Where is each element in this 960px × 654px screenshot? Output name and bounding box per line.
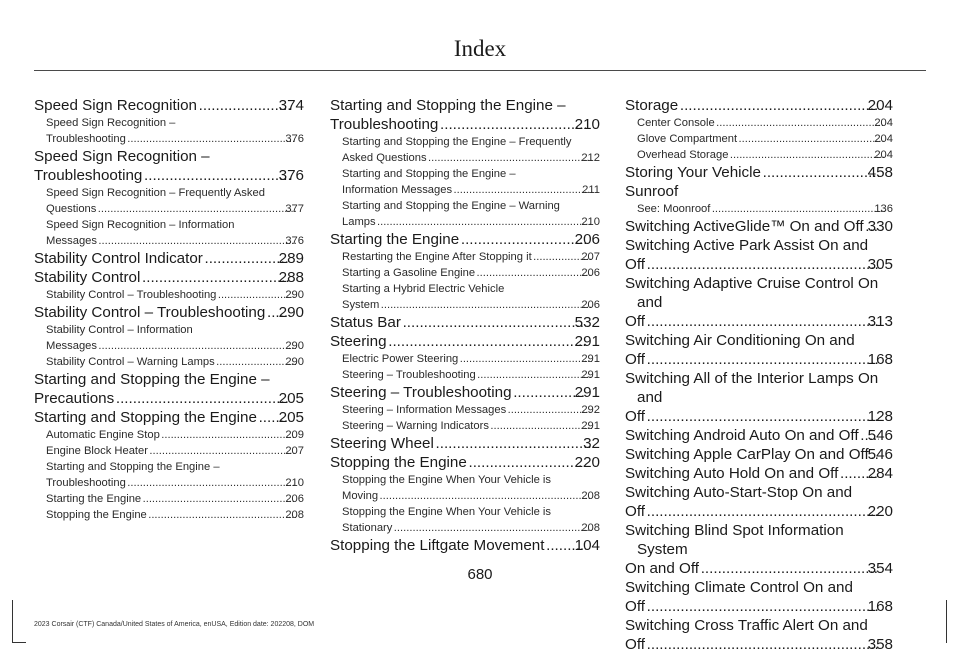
- dot-leader: [198, 96, 290, 115]
- dot-leader: [149, 443, 296, 459]
- index-entry-text: Starting and Stopping the Engine –: [342, 168, 516, 180]
- index-page-number: 206: [285, 493, 304, 505]
- index-entry-text: Steering Wheel: [330, 435, 434, 452]
- index-subentry: [330, 472, 600, 504]
- index-entry-text: System: [342, 299, 380, 311]
- index-page-number: 208: [581, 490, 600, 502]
- index-entry-text: Troubleshooting: [330, 116, 439, 133]
- dot-leader: [428, 150, 593, 166]
- index-entry-text: Off: [625, 503, 645, 520]
- index-entry: [330, 434, 600, 453]
- dot-leader: [127, 475, 297, 491]
- index-page-number: 211: [582, 184, 600, 196]
- index-entry-text: Starting a Hybrid Electric Vehicle: [342, 283, 505, 295]
- dot-leader: [679, 96, 878, 115]
- index-entry: [625, 274, 893, 331]
- dot-leader: [646, 255, 879, 274]
- index-page-number: 207: [581, 251, 600, 263]
- index-column-1: [34, 96, 304, 523]
- dot-leader: [98, 233, 296, 249]
- index-entry: [330, 96, 600, 134]
- dot-leader: [393, 520, 592, 536]
- dot-leader: [143, 166, 289, 185]
- dot-leader: [738, 131, 885, 147]
- index-entry: [625, 217, 893, 236]
- index-column-2: [330, 96, 600, 555]
- index-entry-text: Off: [625, 351, 645, 368]
- dot-leader: [453, 182, 593, 198]
- dot-leader: [402, 313, 586, 332]
- index-entry: [625, 578, 893, 616]
- index-page-number: 204: [874, 117, 893, 129]
- dot-leader: [460, 230, 585, 249]
- index-subentry: [330, 402, 600, 418]
- index-subentry: [34, 217, 304, 249]
- index-page-number: 354: [867, 560, 893, 577]
- index-entry-text: Storing Your Vehicle: [625, 164, 761, 181]
- dot-leader: [716, 115, 886, 131]
- index-subentry: [34, 354, 304, 370]
- index-entry-text: Speed Sign Recognition –: [46, 117, 176, 129]
- dot-leader: [98, 338, 296, 354]
- index-entry-text: Starting and Stopping the Engine –: [46, 461, 220, 473]
- index-subentry: [625, 115, 893, 131]
- index-page-number: 291: [574, 384, 600, 401]
- index-page-number: 284: [867, 465, 893, 482]
- header-divider: [34, 70, 926, 71]
- index-entry: [330, 453, 600, 472]
- dot-leader: [97, 201, 296, 217]
- index-entry-text: Speed Sign Recognition: [34, 97, 197, 114]
- index-page-number: 305: [867, 256, 893, 273]
- index-entry: [625, 163, 893, 182]
- index-entry-text: Sunroof: [625, 183, 679, 200]
- index-entry-text: Off: [625, 256, 645, 273]
- dot-leader: [646, 350, 879, 369]
- index-entry-text: Stationary: [342, 522, 393, 534]
- index-entry: [330, 313, 600, 332]
- index-page-number: 291: [581, 420, 600, 432]
- index-entry-text: Steering: [330, 333, 387, 350]
- dot-leader: [161, 427, 297, 443]
- index-page-number: 209: [285, 429, 304, 441]
- page-number: 680: [467, 566, 493, 583]
- index-entry-text: Asked Questions: [342, 152, 427, 164]
- index-entry-text: Stability Control – Troubleshooting: [46, 289, 217, 301]
- index-entry-text: Steering – Troubleshooting: [342, 369, 476, 381]
- index-entry-text: Stopping the Engine When Your Vehicle is: [342, 474, 551, 486]
- index-entry-text: Steering – Troubleshooting: [330, 384, 512, 401]
- page-header-title: Index: [453, 36, 507, 61]
- index-entry-text: Questions: [46, 203, 97, 215]
- index-entry-text: Switching All of the Interior Lamps On and: [625, 370, 879, 406]
- index-entry-text: Lamps: [342, 216, 376, 228]
- index-entry-text: Restarting the Engine After Stopping it: [342, 251, 532, 263]
- index-page-number: 376: [285, 133, 304, 145]
- dot-leader: [439, 115, 585, 134]
- index-subentry: [34, 459, 304, 491]
- index-page-number: 206: [581, 267, 600, 279]
- index-subentry: [625, 131, 893, 147]
- index-page-number: 210: [581, 216, 600, 228]
- index-page-number: 546: [867, 446, 893, 463]
- dot-leader: [379, 488, 592, 504]
- index-page-number: 104: [574, 537, 600, 554]
- index-entry: [330, 536, 600, 555]
- index-page-number: 205: [278, 390, 304, 407]
- index-subentry: [625, 201, 893, 217]
- index-page-number: 291: [581, 369, 600, 381]
- index-entry-text: Switching Auto-Start-Stop On and: [625, 484, 853, 501]
- index-subentry: [330, 504, 600, 536]
- index-entry-text: Engine Block Heater: [46, 445, 148, 457]
- dot-leader: [507, 402, 592, 418]
- index-entry: [34, 147, 304, 185]
- index-entry-text: Glove Compartment: [637, 133, 738, 145]
- index-entry: [330, 230, 600, 249]
- index-entry-text: Switching Active Park Assist On and: [625, 237, 869, 254]
- index-entry-text: On and Off: [625, 560, 700, 577]
- crop-mark-left: [12, 600, 13, 643]
- index-subentry: [330, 198, 600, 230]
- index-page-number: 207: [285, 445, 304, 457]
- dot-leader: [477, 367, 593, 383]
- dot-leader: [711, 201, 885, 217]
- index-entry-text: Starting and Stopping the Engine – Frequently: [342, 136, 572, 148]
- index-entry-text: Starting and Stopping the Engine: [34, 409, 257, 426]
- dot-leader: [476, 265, 592, 281]
- index-entry: [625, 464, 893, 483]
- dot-leader: [148, 507, 297, 523]
- index-entry: [625, 182, 893, 201]
- index-page-number: 358: [867, 636, 893, 653]
- dot-leader: [216, 354, 297, 370]
- index-page-number: 220: [867, 503, 893, 520]
- dot-leader: [646, 635, 879, 654]
- index-subentry: [330, 418, 600, 434]
- index-entry-text: Steering – Warning Indicators: [342, 420, 489, 432]
- index-page-number: 208: [581, 522, 600, 534]
- index-entry-text: Speed Sign Recognition – Frequently Asked: [46, 187, 265, 199]
- index-entry: [34, 268, 304, 287]
- index-entry: [625, 426, 893, 445]
- index-entry-text: Switching Auto Hold On and Off: [625, 465, 839, 482]
- dot-leader: [762, 163, 879, 182]
- index-entry-text: Status Bar: [330, 314, 401, 331]
- index-entry: [34, 303, 304, 322]
- index-entry-text: Switching Air Conditioning On and: [625, 332, 855, 349]
- index-entry-text: Stability Control – Warning Lamps: [46, 356, 215, 368]
- index-page-number: 205: [278, 409, 304, 426]
- index-subentry: [330, 367, 600, 383]
- index-entry: [34, 370, 304, 408]
- index-page-number: 291: [581, 353, 600, 365]
- index-entry-text: Switching Climate Control On and: [625, 579, 853, 596]
- dot-leader: [646, 502, 879, 521]
- index-entry: [625, 445, 893, 464]
- index-entry-text: Center Console: [637, 117, 715, 129]
- index-page-number: 210: [285, 477, 304, 489]
- index-entry-text: Starting the Engine: [330, 231, 460, 248]
- index-entry-text: Electric Power Steering: [342, 353, 459, 365]
- dot-leader: [729, 147, 885, 163]
- index-subentry: [330, 281, 600, 313]
- index-entry-text: Off: [625, 598, 645, 615]
- dot-leader: [468, 453, 586, 472]
- dot-leader: [646, 407, 879, 426]
- index-page-number: 376: [278, 167, 304, 184]
- index-entry-text: Steering – Information Messages: [342, 404, 507, 416]
- index-subentry: [34, 443, 304, 459]
- index-entry: [34, 408, 304, 427]
- index-entry-text: Information Messages: [342, 184, 453, 196]
- index-subentry: [34, 287, 304, 303]
- index-page-number: 532: [574, 314, 600, 331]
- index-subentry: [330, 351, 600, 367]
- index-entry-text: Stopping the Engine When Your Vehicle is: [342, 506, 551, 518]
- dot-leader: [377, 214, 593, 230]
- index-entry-text: Starting and Stopping the Engine –: [330, 97, 566, 114]
- index-entry: [34, 249, 304, 268]
- footer-edition-text: 2023 Corsair (CTF) Canada/United States of America, enUSA, Edition date: 202208, DOM: [34, 621, 315, 628]
- index-page-number: 206: [581, 299, 600, 311]
- index-entry-text: Precautions: [34, 390, 115, 407]
- index-entry-text: Storage: [625, 97, 679, 114]
- index-page-number: 136: [874, 203, 893, 215]
- index-entry-text: Messages: [46, 235, 97, 247]
- index-page-number: 546: [867, 427, 893, 444]
- index-entry-text: Messages: [46, 340, 97, 352]
- index-entry-text: Off: [625, 408, 645, 425]
- dot-leader: [646, 312, 879, 331]
- index-subentry: [34, 427, 304, 443]
- index-entry-text: Stopping the Engine: [46, 509, 147, 521]
- index-entry-text: Overhead Storage: [637, 149, 729, 161]
- index-entry: [330, 383, 600, 402]
- index-page-number: 330: [867, 218, 893, 235]
- index-subentry: [34, 322, 304, 354]
- index-entry-text: Switching Apple CarPlay On and Off: [625, 446, 869, 463]
- index-entry-text: Starting the Engine: [46, 493, 142, 505]
- dot-leader: [115, 389, 289, 408]
- index-page-number: 206: [574, 231, 600, 248]
- index-subentry: [330, 166, 600, 198]
- index-entry-text: Stopping the Liftgate Movement: [330, 537, 545, 554]
- index-entry-text: Stability Control – Troubleshooting: [34, 304, 266, 321]
- index-entry-text: Stability Control – Information: [46, 324, 193, 336]
- dot-leader: [388, 332, 586, 351]
- index-page-number: 128: [867, 408, 893, 425]
- index-page-number: 212: [581, 152, 600, 164]
- index-entry-text: Stability Control Indicator: [34, 250, 203, 267]
- index-page-number: 377: [285, 203, 304, 215]
- index-page-number: 290: [285, 340, 304, 352]
- index-entry-text: Speed Sign Recognition –: [34, 148, 210, 165]
- index-subentry: [34, 115, 304, 147]
- dot-leader: [459, 351, 592, 367]
- index-page-number: 376: [285, 235, 304, 247]
- index-entry: [625, 236, 893, 274]
- index-entry-text: Stability Control: [34, 269, 141, 286]
- index-entry-text: Troubleshooting: [34, 167, 143, 184]
- index-page-number: 290: [285, 289, 304, 301]
- dot-leader: [435, 434, 594, 453]
- index-entry: [625, 616, 893, 654]
- dot-leader: [142, 491, 296, 507]
- index-page-number: 204: [867, 97, 893, 114]
- index-entry-text: Switching Adaptive Cruise Control On and: [625, 275, 879, 311]
- index-subentry: [625, 147, 893, 163]
- index-page-number: 210: [574, 116, 600, 133]
- index-page-number: 168: [867, 598, 893, 615]
- index-entry: [34, 96, 304, 115]
- index-subentry: [34, 185, 304, 217]
- index-subentry: [330, 249, 600, 265]
- index-page-number: 290: [278, 304, 304, 321]
- index-entry-text: See: Moonroof: [637, 203, 711, 215]
- index-page-number: 292: [581, 404, 600, 416]
- index-entry-text: Automatic Engine Stop: [46, 429, 160, 441]
- index-entry-text: Switching Cross Traffic Alert On and: [625, 617, 868, 634]
- index-page-number: 289: [278, 250, 304, 267]
- dot-leader: [127, 131, 297, 147]
- index-entry: [625, 96, 893, 115]
- dot-leader: [204, 249, 290, 268]
- index-page-number: 168: [867, 351, 893, 368]
- index-entry-text: Off: [625, 636, 645, 653]
- index-entry-text: Troubleshooting: [46, 133, 126, 145]
- index-entry-text: Off: [625, 313, 645, 330]
- index-page-number: 32: [583, 435, 600, 452]
- index-subentry: [330, 134, 600, 166]
- index-page-number: 290: [285, 356, 304, 368]
- index-entry-text: Switching ActiveGlide™ On and Off: [625, 218, 864, 235]
- index-entry: [330, 332, 600, 351]
- index-entry-text: Moving: [342, 490, 379, 502]
- crop-mark-right: [946, 600, 947, 643]
- index-subentry: [34, 507, 304, 523]
- index-page-number: 204: [874, 133, 893, 145]
- dot-leader: [380, 297, 592, 313]
- index-entry-text: Switching Android Auto On and Off: [625, 427, 859, 444]
- index-entry-text: Starting a Gasoline Engine: [342, 267, 476, 279]
- index-entry-text: Starting and Stopping the Engine –: [34, 371, 270, 388]
- index-entry: [625, 369, 893, 426]
- index-entry: [625, 331, 893, 369]
- index-page-number: 204: [874, 149, 893, 161]
- index-entry-text: Troubleshooting: [46, 477, 126, 489]
- index-subentry: [330, 265, 600, 281]
- index-page-number: 458: [867, 164, 893, 181]
- index-page-number: 288: [278, 269, 304, 286]
- index-entry-text: Speed Sign Recognition – Information: [46, 219, 235, 231]
- index-entry-text: Stopping the Engine: [330, 454, 467, 471]
- dot-leader: [490, 418, 592, 434]
- index-page-number: 220: [574, 454, 600, 471]
- index-page-number: 374: [278, 97, 304, 114]
- index-entry-text: Starting and Stopping the Engine – Warning: [342, 200, 560, 212]
- dot-leader: [646, 597, 879, 616]
- index-entry-text: Switching Blind Spot Information System: [625, 522, 844, 558]
- index-page-number: 291: [574, 333, 600, 350]
- index-page-number: 208: [285, 509, 304, 521]
- index-subentry: [34, 491, 304, 507]
- index-entry: [625, 483, 893, 521]
- dot-leader: [141, 268, 289, 287]
- index-page-number: 313: [867, 313, 893, 330]
